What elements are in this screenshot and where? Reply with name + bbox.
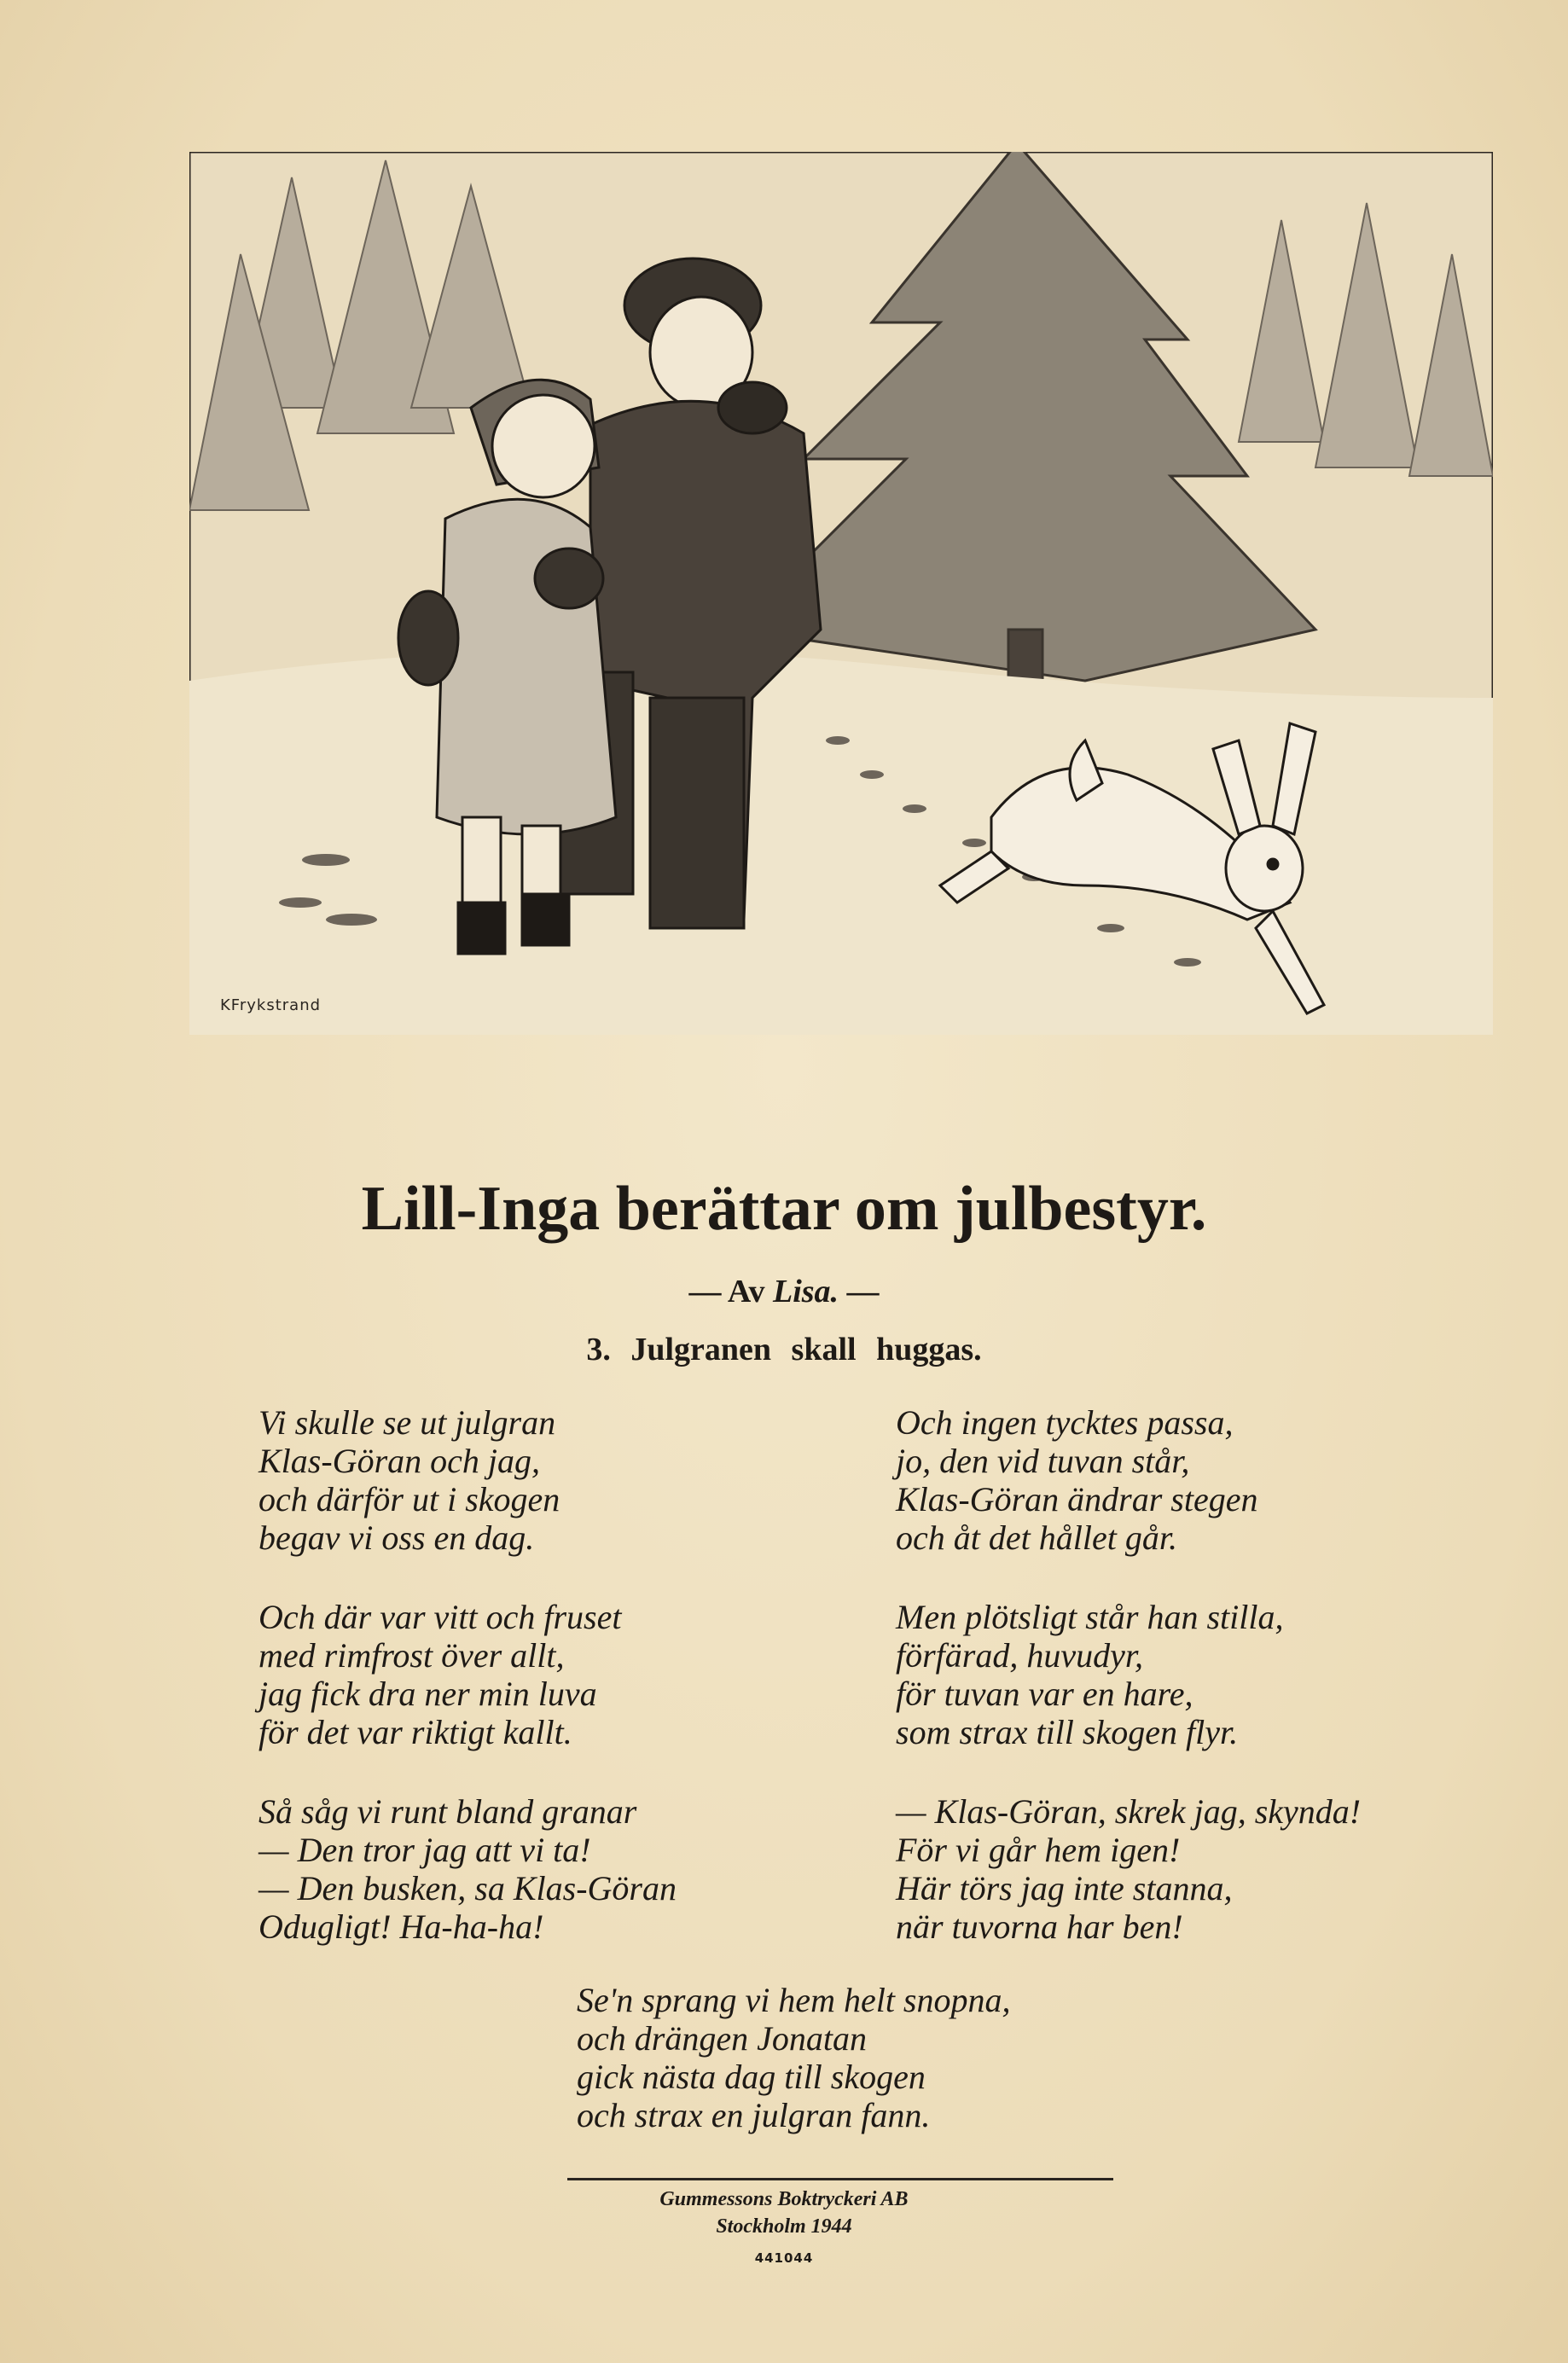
verse-line: med rimfrost över allt,: [258, 1636, 565, 1675]
verse-line: för tuvan var en hare,: [896, 1675, 1193, 1713]
verse-line: och drängen Jonatan: [577, 2019, 867, 2058]
verse-line: för det var riktigt kallt.: [258, 1713, 572, 1751]
stanza: [896, 1792, 1442, 1946]
poem-title: Lill-Inga berättar om julbestyr.: [361, 1174, 1207, 1244]
verse-line: Klas-Göran och jag,: [258, 1442, 540, 1480]
illustration: [189, 152, 1493, 1035]
verse-line: Odugligt! Ha-ha-ha!: [258, 1907, 544, 1946]
stanza: [258, 1792, 804, 1946]
verse-line: Och ingen tycktes passa,: [896, 1403, 1234, 1442]
verse-line: som strax till skogen flyr.: [896, 1713, 1239, 1751]
verse-line: — Klas-Göran, skrek jag, skynda!: [896, 1792, 1362, 1831]
verse-line: begav vi oss en dag.: [258, 1518, 535, 1557]
artist-signature: KFrykstrand: [220, 996, 322, 1014]
poem-final-stanza: [577, 1981, 1157, 2175]
verse-line: jag fick dra ner min luva: [258, 1675, 597, 1713]
verse-line: Och där var vitt och fruset: [258, 1598, 622, 1636]
stanza: [896, 1403, 1442, 1557]
print-code: 441044: [754, 2250, 814, 2266]
verse-line: Vi skulle se ut julgran: [258, 1403, 556, 1442]
verse-line: gick nästa dag till skogen: [577, 2058, 926, 2096]
poem-left-column: [258, 1403, 804, 1987]
stanza: [896, 1598, 1442, 1751]
byline: [0, 1273, 1568, 1310]
verse-line: Så såg vi runt bland granar: [258, 1792, 637, 1831]
stanza: [258, 1598, 804, 1751]
verse-line: — Den tror jag att vi ta!: [258, 1831, 591, 1869]
poem-right-column: [896, 1403, 1442, 1987]
colophon-rule: [567, 2178, 1113, 2180]
verse-line: och därför ut i skogen: [258, 1480, 560, 1518]
verse-line: och strax en julgran fann.: [577, 2096, 931, 2134]
verse-line: Klas-Göran ändrar stegen: [896, 1480, 1258, 1518]
verse-line: Här törs jag inte stanna,: [896, 1869, 1233, 1907]
byline-prefix: — Av: [688, 1274, 765, 1309]
verse-line: — Den busken, sa Klas-Göran: [258, 1869, 677, 1907]
verse-line: För vi går hem igen!: [896, 1831, 1181, 1869]
stanza: [577, 1981, 1157, 2134]
stanza: [258, 1403, 804, 1557]
verse-line: när tuvorna har ben!: [896, 1907, 1183, 1946]
poem-subtitle: 3. Julgranen skall huggas.: [586, 1332, 982, 1367]
verse-line: förfärad, huvudyr,: [896, 1636, 1143, 1675]
verse-line: Se'n sprang vi hem helt snopna,: [577, 1981, 1011, 2019]
verse-line: och åt det hållet går.: [896, 1518, 1177, 1557]
printer-name: Gummessons Boktryckeri AB: [659, 2188, 909, 2210]
byline-author: Lisa.: [772, 1274, 839, 1309]
byline-suffix: —: [846, 1274, 880, 1309]
printer-city-year: Stockholm 1944: [716, 2215, 852, 2238]
verse-line: jo, den vid tuvan står,: [896, 1442, 1190, 1480]
verse-line: Men plötsligt står han stilla,: [896, 1598, 1284, 1636]
